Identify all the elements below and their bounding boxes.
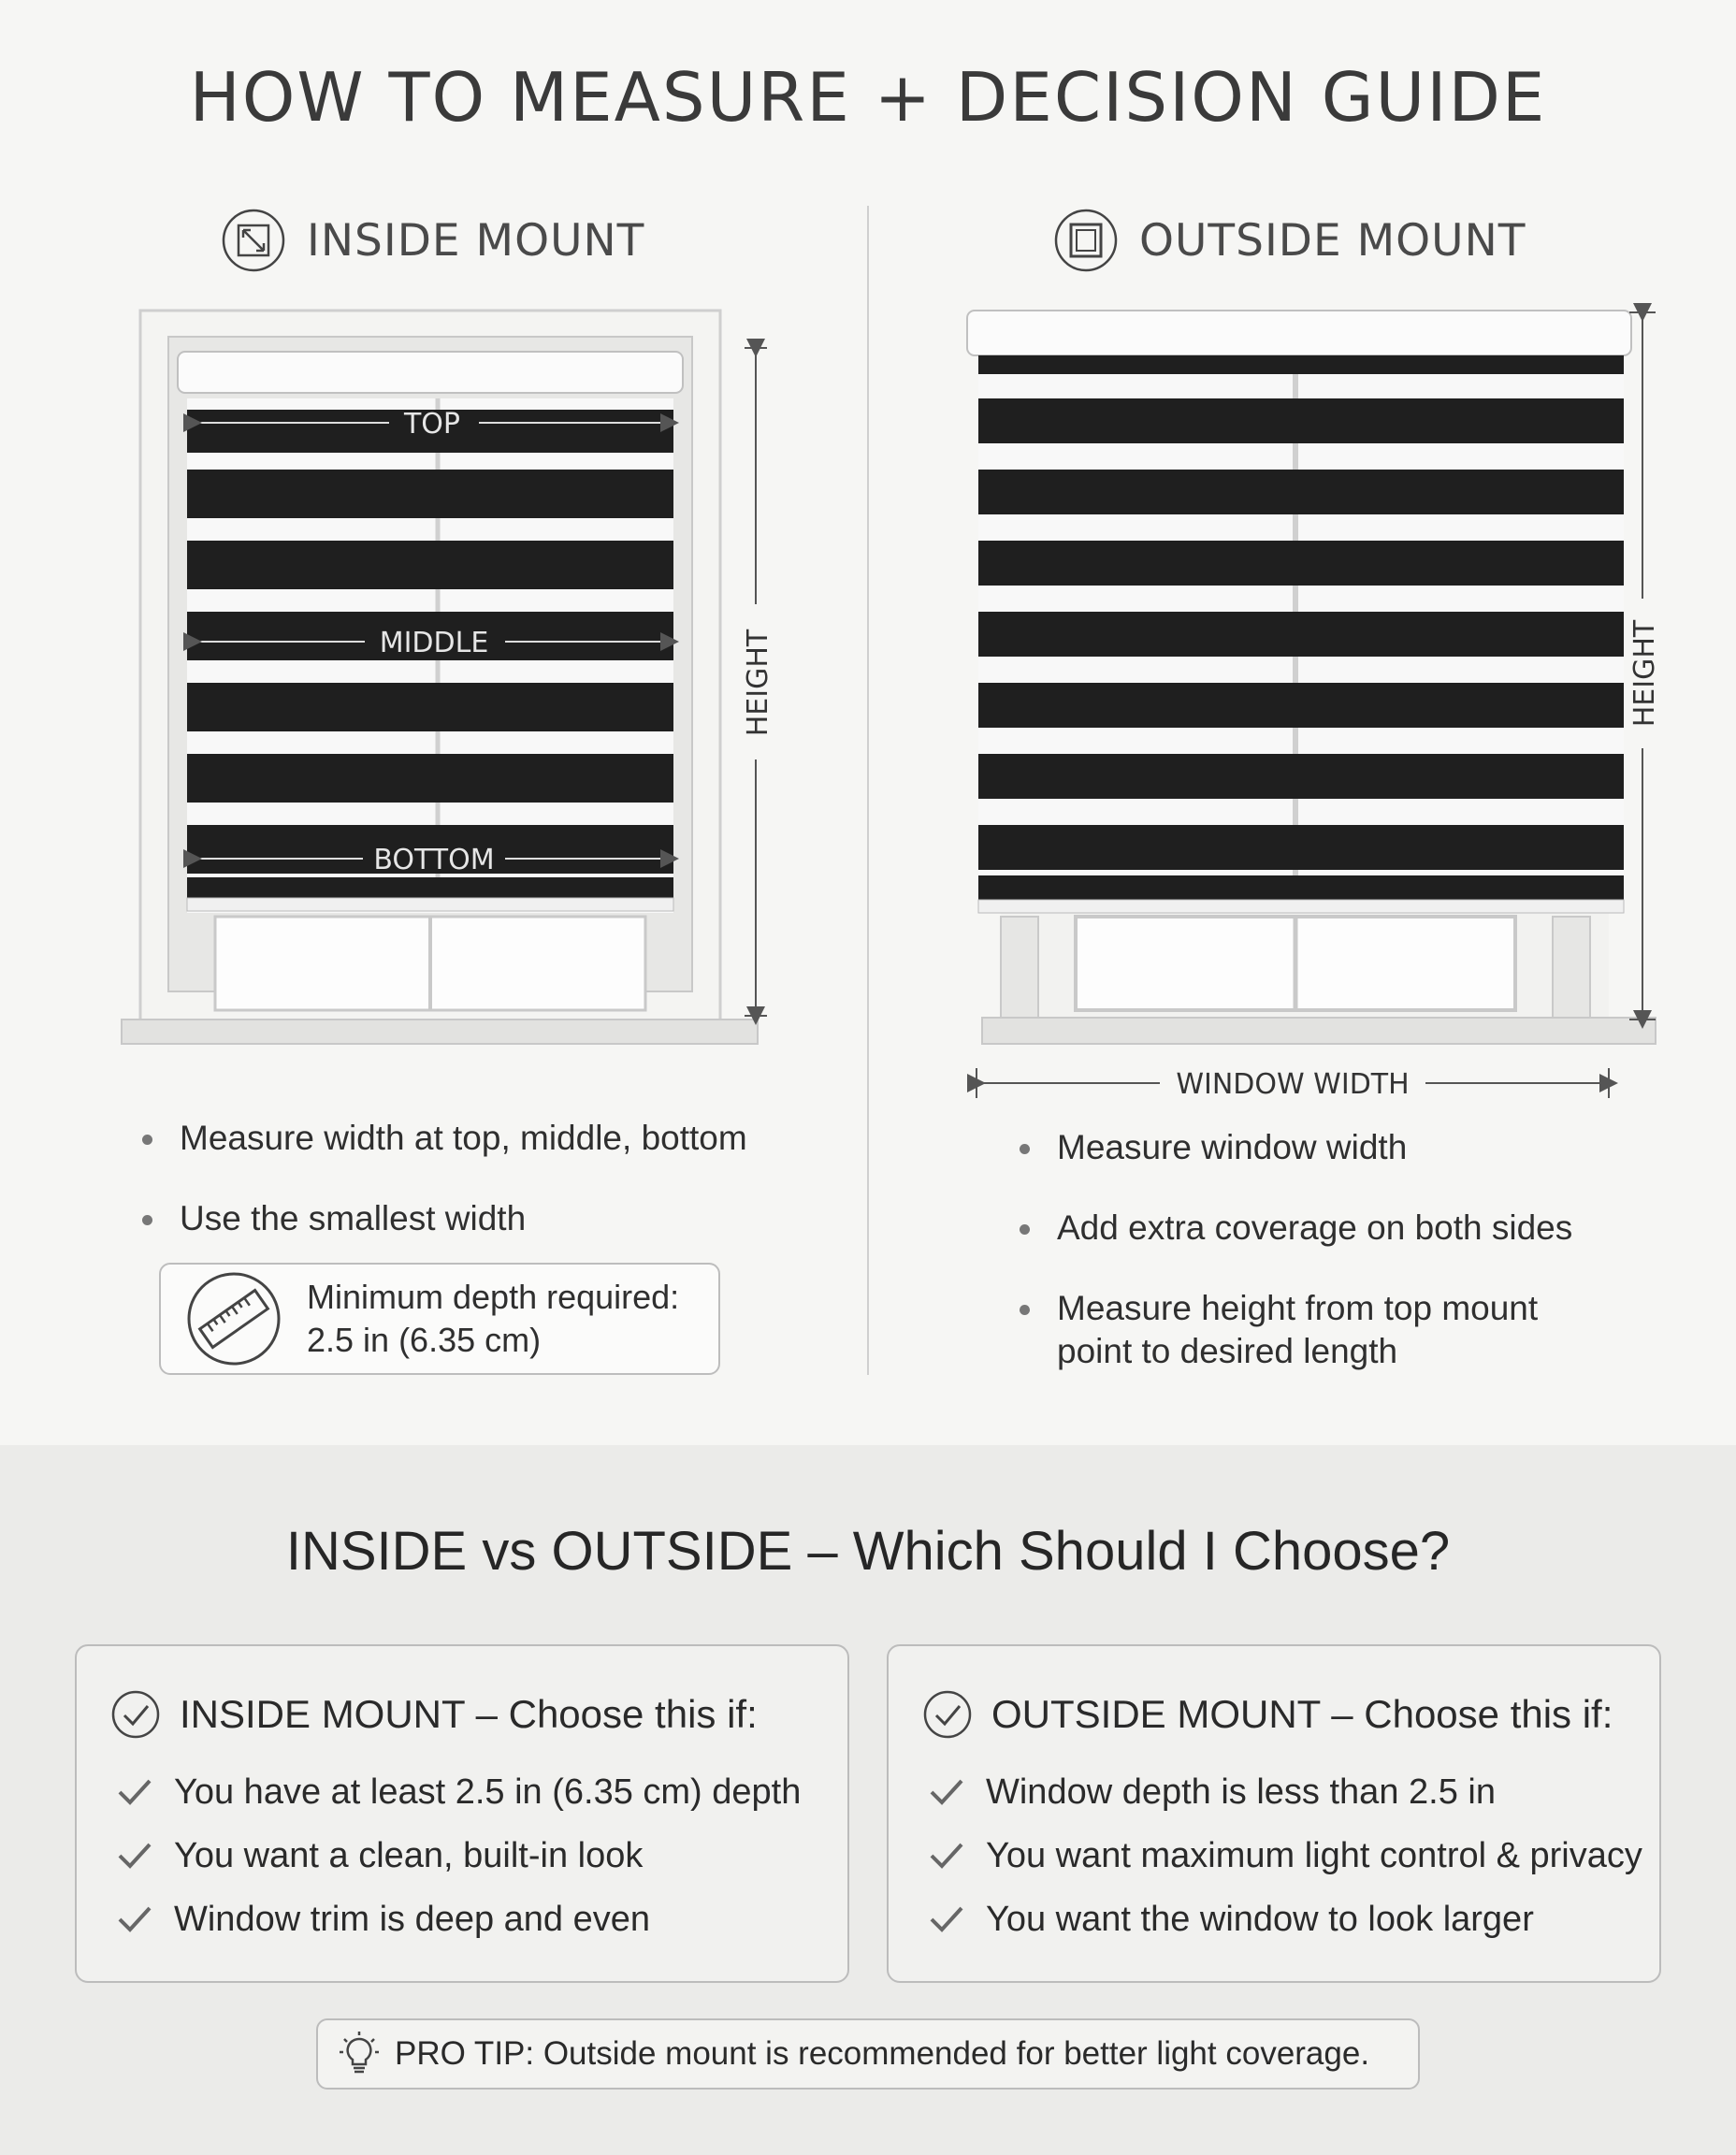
inside-reason-3: Window trim is deep and even: [174, 1899, 651, 1939]
list-item: Add extra coverage on both sides: [1020, 1207, 1618, 1250]
outside-reason-2: You want maximum light control & privacy: [986, 1835, 1642, 1875]
list-item: [928, 1887, 1642, 1951]
comparison-title: INSIDE vs OUTSIDE – Which Should I Choose?: [285, 1521, 1451, 1582]
outside-mount-title: OUTSIDE MOUNT: [1139, 214, 1526, 267]
window-width-label: WINDOW WIDTH: [1176, 1068, 1410, 1101]
check-circle-icon: [922, 1689, 973, 1740]
outside-bullet-list: [1020, 1126, 1618, 1410]
inside-reason-1: You have at least 2.5 in (6.35 cm) depth: [174, 1772, 802, 1812]
page-title: HOW TO MEASURE + DECISION GUIDE: [189, 58, 1547, 137]
list-item: Measure window width: [1020, 1126, 1618, 1169]
pro-tip-text: PRO TIP: Outside mount is recommended for better light coverage.: [395, 2035, 1370, 2072]
expand-arrows-icon: [221, 208, 286, 273]
inside-bullet-list: [142, 1117, 834, 1278]
check-icon: [116, 1776, 153, 1808]
top-label: TOP: [403, 408, 461, 441]
list-item: Use the smallest width: [142, 1197, 834, 1240]
check-circle-icon: [110, 1689, 161, 1740]
outside-card-title: OUTSIDE MOUNT – Choose this if:: [991, 1692, 1613, 1736]
ruler-icon: [183, 1268, 284, 1369]
list-item: [928, 1760, 1642, 1824]
check-icon: [928, 1840, 965, 1872]
inside-reason-2: You want a clean, built-in look: [174, 1835, 644, 1875]
outside-reason-1: Window depth is less than 2.5 in: [986, 1772, 1496, 1812]
outside-reason-3: You want the window to look larger: [986, 1899, 1534, 1939]
min-depth-value: 2.5 in (6.35 cm): [307, 1321, 542, 1359]
column-divider: [867, 206, 869, 1375]
check-icon: [116, 1903, 153, 1935]
inside-card-title: INSIDE MOUNT – Choose this if:: [180, 1692, 758, 1736]
lightbulb-icon: [337, 2030, 382, 2078]
height-label: HEIGHT: [742, 629, 774, 737]
check-icon: [116, 1840, 153, 1872]
outside-height-label: HEIGHT: [1628, 619, 1661, 728]
check-icon: [928, 1903, 965, 1935]
pro-tip-banner: [316, 2018, 1420, 2090]
min-depth-callout: [159, 1263, 720, 1375]
bottom-label: BOTTOM: [373, 844, 495, 876]
inside-mount-heading: [221, 208, 644, 273]
list-item: Measure height from top mount point to desired length: [1020, 1287, 1618, 1373]
outside-blind-slats: [978, 355, 1624, 913]
list-item: [928, 1824, 1642, 1887]
list-item: Measure width at top, middle, bottom: [142, 1117, 834, 1160]
list-item: [116, 1760, 801, 1824]
inside-choice-card: [75, 1644, 849, 1983]
middle-label: MIDDLE: [379, 627, 489, 659]
outside-mount-diagram: [963, 299, 1693, 1104]
check-icon: [928, 1776, 965, 1808]
inside-mount-title: INSIDE MOUNT: [307, 214, 645, 267]
list-item: [116, 1887, 801, 1951]
outside-mount-heading: [1053, 208, 1526, 273]
window-frame-icon: [1053, 208, 1119, 273]
list-item: [116, 1824, 801, 1887]
inside-mount-diagram: [112, 299, 804, 1057]
outside-choice-card: [887, 1644, 1661, 1983]
min-depth-label: Minimum depth required:: [307, 1278, 680, 1316]
